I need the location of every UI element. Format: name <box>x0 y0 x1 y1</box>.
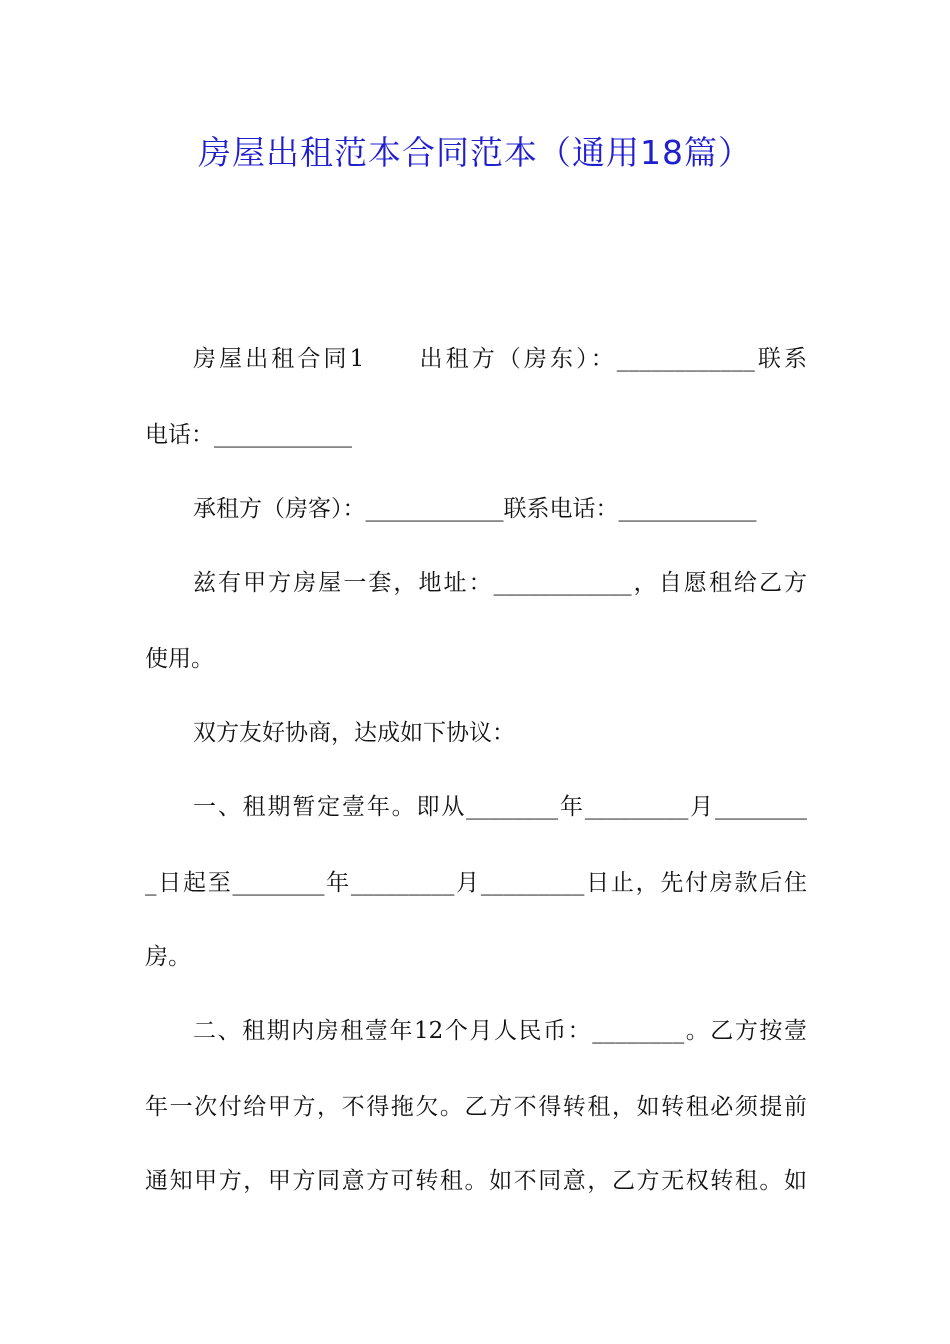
paragraph-line: 二、租期内房租壹年12个月人民币：________。乙方按壹 <box>193 1018 807 1044</box>
paragraph-line: 房屋出租合同1 出租方（房东）：____________联系 <box>193 346 807 372</box>
paragraph-line: 年一次付给甲方，不得拖欠。乙方不得转租，如转租必须提前 <box>145 1094 807 1120</box>
document-title: 房屋出租范本合同范本（通用18篇） <box>198 133 752 172</box>
paragraph-line: 兹有甲方房屋一套，地址：____________，自愿租给乙方 <box>193 570 807 596</box>
paragraph-line: 承租方（房客）：____________联系电话：____________ <box>193 496 757 522</box>
paragraph-line: 一、租期暂定壹年。即从________年_________月________ <box>193 794 807 820</box>
paragraph-line: 双方友好协商，达成如下协议： <box>193 720 515 746</box>
paragraph-line: _日起至________年_________月_________日止，先付房款后住 <box>145 870 807 896</box>
paragraph-line: 电话：____________ <box>145 422 352 448</box>
paragraph-line: 房。 <box>145 944 191 970</box>
paragraph-line: 通知甲方，甲方同意方可转租。如不同意，乙方无权转租。如 <box>145 1168 807 1194</box>
paragraph-line: 使用。 <box>145 646 214 672</box>
